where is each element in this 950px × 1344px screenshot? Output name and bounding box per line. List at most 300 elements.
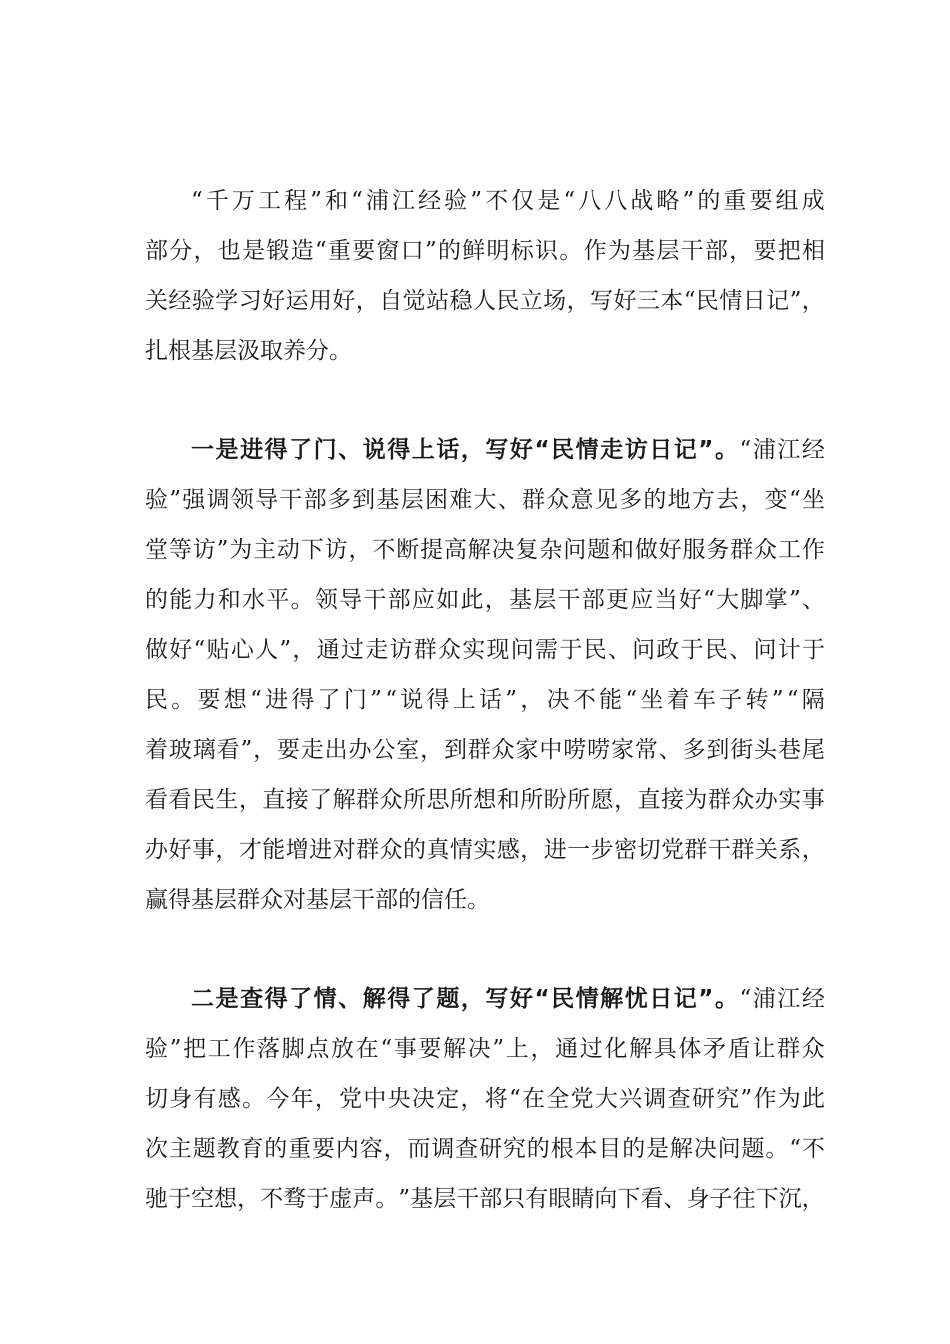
paragraph-2-heading-char: 了 (289, 437, 313, 463)
text-run-char: 。 (171, 687, 195, 713)
text-run-char: ， (566, 288, 590, 314)
text-run-char: 断 (396, 537, 420, 563)
text-run-char: 把 (183, 1036, 207, 1062)
text-run-char: ， (801, 837, 825, 863)
text-run-char: 明 (486, 238, 510, 264)
text-run-char: ， (740, 487, 764, 513)
text-run-char: 坐 (801, 487, 825, 513)
text-run-char: ” (424, 238, 437, 264)
text-run-char: 党 (339, 1086, 363, 1112)
text-run-char: 身 (686, 1186, 710, 1212)
text-run-char: 基 (376, 487, 400, 513)
text-run-char: ， (801, 1186, 825, 1212)
text-run-char: ， (520, 687, 544, 713)
text-run-char: 动 (276, 537, 300, 563)
text-run-char: ” (216, 537, 229, 563)
text-run-char: 好 (168, 837, 192, 863)
text-run-char: “ (739, 986, 752, 1012)
text-run-char: 巷 (777, 737, 801, 763)
text-run-char: ” (169, 1036, 182, 1062)
text-run-char: 。 (290, 587, 314, 613)
text-run-char: 解 (629, 1036, 653, 1062)
text-run-char: 访 (192, 537, 216, 563)
text-run-char: 想 (214, 1186, 238, 1212)
text-run-char: “ (789, 1136, 801, 1162)
text-run-char: 重 (723, 188, 747, 214)
text-run-char: 着 (145, 737, 168, 763)
text-run-char: 难 (449, 487, 473, 513)
paragraph-3-heading-char: 忧 (624, 986, 648, 1012)
text-run-char: “ (786, 687, 799, 713)
text-run-char: 愿 (590, 787, 614, 813)
text-run-char: 得 (291, 687, 315, 713)
text-run-char: 好 (613, 288, 637, 314)
text-run-char: 。 (375, 1186, 399, 1212)
text-run-char: 主 (253, 537, 277, 563)
text-run-char: 见 (594, 487, 618, 513)
justified-text (145, 1134, 825, 1164)
text-run-char: 访 (389, 637, 413, 663)
text-run-char: ， (193, 238, 217, 264)
text-run: 扎根基层汲取养分。 (145, 338, 352, 364)
text-run-char: 如 (436, 587, 460, 613)
paragraph-3-heading-char: 了 (289, 986, 313, 1012)
text-run-char: 部 (303, 487, 327, 513)
text-run-char: 的 (264, 1136, 288, 1162)
text-run-char: 问 (753, 637, 777, 663)
text-run-char: 工 (207, 1036, 231, 1062)
text-run-char: 本 (660, 288, 684, 314)
text-run-char: 决 (693, 1136, 717, 1162)
text-run-char: 把 (777, 238, 801, 264)
text-run-char: 计 (777, 637, 801, 663)
text-run-char: 群 (684, 837, 708, 863)
paragraph-2-heading-char: 情 (575, 437, 599, 463)
text-run-char: 为 (777, 1086, 801, 1112)
text-run-char: ” (788, 587, 801, 613)
paragraph-2-heading-char: 说 (362, 437, 386, 463)
text-run-char: ， (729, 238, 753, 264)
paragraph-2-heading-char: 。 (714, 437, 738, 463)
text-run-char: 接 (660, 787, 684, 813)
text-run-char: 空 (191, 1186, 215, 1212)
text-run-char: 睛 (571, 1186, 595, 1212)
text-run-char: 话 (479, 687, 503, 713)
text-run-char: 全 (546, 1086, 570, 1112)
text-run-char: 的 (643, 487, 667, 513)
text-run-char: 立 (519, 288, 543, 314)
text-run-char: 部 (704, 238, 728, 264)
text-run-char: 在 (522, 1086, 546, 1112)
text-run-char: 掌 (764, 587, 788, 613)
text-run-char: 的 (526, 1136, 550, 1162)
text-run-char: 实 (462, 637, 486, 663)
text-run-char: 过 (579, 1036, 603, 1062)
paragraph-3-heading-char: ， (460, 986, 484, 1012)
text-run-char: 情 (719, 288, 743, 314)
text-run-char: 习 (238, 288, 262, 314)
text-run-char: 层 (400, 487, 424, 513)
text-run-char: 中 (363, 1086, 387, 1112)
text-run-char: 好 (332, 288, 356, 314)
paragraph-2-heading-char: 日 (649, 437, 673, 463)
text-run-char: 基 (410, 1186, 434, 1212)
text-run-char: 问 (632, 637, 656, 663)
text-run-char: 过 (340, 637, 364, 663)
text-run-char: 决 (411, 1086, 435, 1112)
text-run-char: 锻 (266, 238, 290, 264)
text-run-char: 本 (574, 1136, 598, 1162)
paragraph-3-heading-char: 题 (436, 986, 460, 1012)
text-run-char: 骛 (283, 1186, 307, 1212)
text-run-char: 干 (279, 487, 303, 513)
paragraph-2-heading-char: 话 (436, 437, 460, 463)
text-run-char: 人 (255, 637, 279, 663)
text-run-char: 让 (752, 1036, 776, 1062)
text-run-char: 提 (420, 537, 444, 563)
text-run-char: 访 (324, 537, 348, 563)
text-run-char: 江 (777, 437, 801, 463)
text-run-char: 和 (496, 787, 520, 813)
text-run-char: ” (682, 188, 695, 214)
text-run-char: 车 (692, 687, 716, 713)
text-run-char: 基 (508, 587, 532, 613)
text-run-char: 作 (232, 1036, 256, 1062)
justified-text (191, 186, 825, 216)
text-run-char: 好 (169, 637, 193, 663)
paragraph-2-heading-char: “ (534, 437, 550, 463)
paragraph-2-line-7 (145, 735, 825, 765)
text-run-char: 要 (197, 687, 221, 713)
paragraph-3-heading-char: 写 (485, 986, 509, 1012)
text-run-char: 三 (636, 288, 660, 314)
text-run-char: 才 (238, 837, 262, 863)
text-run-char: 鲜 (462, 238, 486, 264)
text-run-char: ” (169, 487, 182, 513)
paragraph-3-heading-char: 解 (362, 986, 386, 1012)
text-run-char: 场 (543, 288, 567, 314)
text-run-char: 具 (653, 1036, 677, 1062)
text-run-char: 变 (764, 487, 788, 513)
text-run-char: ， (355, 288, 379, 314)
text-run-char: 意 (570, 487, 594, 513)
text-run-char: ， (237, 1186, 261, 1212)
text-run-char: 在 (355, 1036, 379, 1062)
text-run-char: 育 (240, 1136, 264, 1162)
text-run-char: 是 (646, 1136, 670, 1162)
text-run-char: ， (348, 537, 372, 563)
text-run-char: 向 (594, 1186, 618, 1212)
text-run-char: 八 (578, 188, 602, 214)
text-run-char: ， (314, 1086, 338, 1112)
text-run-char: 方 (691, 487, 715, 513)
text-run-char: 调 (206, 487, 230, 513)
text-run-char: 多 (682, 737, 706, 763)
paragraph-2-line-1 (191, 435, 825, 465)
text-run-char: 了 (309, 787, 333, 813)
justified-text (145, 585, 825, 615)
justified-text (145, 635, 825, 665)
text-run-char: 点 (306, 1036, 330, 1062)
text-run-char: 相 (801, 238, 825, 264)
justified-text (145, 1034, 825, 1064)
paragraph-2-heading-char: 民 (551, 437, 575, 463)
text-run-char: 去 (716, 487, 740, 513)
text-run-char: 有 (525, 1186, 549, 1212)
text-run-char: ” (505, 687, 518, 713)
text-run-char: 是 (537, 188, 561, 214)
text-run-char: 主 (168, 1136, 192, 1162)
text-run-char: 头 (754, 737, 778, 763)
text-run-char: 要 (312, 1136, 336, 1162)
paragraph-2-line-5 (145, 635, 825, 665)
text-run-char: 党 (570, 1086, 594, 1112)
text-run-char: ” (398, 1186, 411, 1212)
text-run-char: 群 (777, 1036, 801, 1062)
text-run-char: 记 (766, 288, 790, 314)
text-run-char: 干 (557, 587, 581, 613)
paragraph-3-heading-char: 日 (649, 986, 673, 1012)
text-run-char: 、 (729, 637, 753, 663)
text-run-char: 于 (801, 637, 825, 663)
text-run: 赢得基层群众对基层干部的信任。 (145, 887, 490, 913)
text-run-char: 为 (684, 787, 708, 813)
text-run-char: 想 (473, 787, 497, 813)
text-run-char: 所 (567, 787, 591, 813)
text-run-char: “ (563, 188, 576, 214)
text-run-char: 贴 (206, 637, 230, 663)
text-run-char: 解 (467, 537, 491, 563)
text-run-char: 、 (607, 637, 631, 663)
text-run-char: 标 (510, 238, 534, 264)
text-run-char: “ (380, 1036, 393, 1062)
paragraph-3-heading-char: 、 (338, 986, 362, 1012)
text-run-char: 子 (709, 1186, 733, 1212)
text-run-char: 增 (285, 837, 309, 863)
text-run-char: 群 (730, 537, 754, 563)
text-run-char: 驰 (145, 1186, 168, 1212)
text-run-char: 定 (436, 1086, 460, 1112)
text-run-char: 次 (145, 1136, 168, 1162)
text-run-char: 转 (745, 687, 769, 713)
text-run-char: 验 (444, 188, 468, 214)
text-run-char: 学 (215, 288, 239, 314)
text-run-char: 党 (660, 837, 684, 863)
text-run-char: 好 (262, 288, 286, 314)
text-run-char: “ (703, 587, 715, 613)
text-run-char: 程 (284, 188, 308, 214)
text-run-char: 对 (332, 837, 356, 863)
paragraph-1-line-1 (191, 186, 825, 216)
text-run-char: 街 (730, 737, 754, 763)
text-run-char: 要 (753, 238, 777, 264)
text-run-char: 只 (502, 1186, 526, 1212)
text-run-char: 大 (473, 487, 497, 513)
text-run-char: 问 (563, 537, 587, 563)
text-run-char: 所 (520, 787, 544, 813)
text-run-char: 题 (741, 1136, 765, 1162)
text-run-char: 好 (658, 537, 682, 563)
text-run-char: 是 (242, 238, 266, 264)
text-run-char: 服 (682, 537, 706, 563)
text-run-char: 题 (192, 1136, 216, 1162)
text-run-char: 落 (257, 1036, 281, 1062)
text-run-char: 得 (426, 687, 450, 713)
text-run-char: 想 (223, 687, 247, 713)
text-run-char: 决 (467, 1036, 491, 1062)
paragraph-3-heading-char: 了 (411, 986, 435, 1012)
text-run-char: 重 (288, 1136, 312, 1162)
text-run-char: 大 (716, 587, 740, 613)
justified-text (145, 236, 825, 266)
text-run-char: 层 (433, 1186, 457, 1212)
paragraph-3-line-2 (145, 1034, 825, 1064)
text-run-char: 看 (145, 787, 168, 813)
text-run-char: 研 (479, 1136, 503, 1162)
text-run-char: 调 (431, 1136, 455, 1162)
text-run-char: 通 (316, 637, 340, 663)
text-run-char: ， (292, 637, 316, 663)
paragraph-2-line-8 (145, 785, 825, 815)
text-run-char: 不 (485, 188, 509, 214)
text-run-char: 实 (778, 787, 802, 813)
text-run-char: 思 (426, 787, 450, 813)
text-run-char: 万 (231, 188, 255, 214)
text-run-char: 等 (168, 537, 192, 563)
text-run-char: 觉 (402, 288, 426, 314)
justified-text (191, 984, 825, 1014)
text-run-char: 众 (437, 637, 461, 663)
paragraph-2-heading-char: 写 (485, 437, 509, 463)
text-run-char: 究 (502, 1136, 526, 1162)
text-run-char: 、 (497, 487, 521, 513)
paragraph-3-line-4 (145, 1134, 825, 1164)
text-run-char: 内 (335, 1136, 359, 1162)
text-run-char: 直 (262, 787, 286, 813)
paragraph-2-heading-char: 上 (411, 437, 435, 463)
paragraph-3-line-3 (145, 1084, 825, 1114)
text-run-char: 干 (363, 587, 387, 613)
paragraph-2-heading-char: 得 (387, 437, 411, 463)
text-run-char: 实 (473, 837, 497, 863)
text-run-char: 层 (656, 238, 680, 264)
text-run-char: 到 (706, 737, 730, 763)
paragraph-3-heading-char: 记 (673, 986, 697, 1012)
text-run-char: 做 (634, 537, 658, 563)
paragraph-2-heading-char: 记 (673, 437, 697, 463)
text-run-char: 上 (452, 687, 476, 713)
text-run-char: 下 (755, 1186, 779, 1212)
paragraph-3-heading-char: 情 (313, 986, 337, 1012)
text-run-char: 通 (555, 1036, 579, 1062)
justified-text (145, 535, 825, 565)
text-run-char: 自 (379, 288, 403, 314)
text-run-char: 江 (777, 986, 801, 1012)
text-run-char: ， (383, 1136, 407, 1162)
text-run-char: 窗 (376, 238, 400, 264)
text-run-char: 民 (496, 288, 520, 314)
text-run-char: 为 (229, 537, 253, 563)
text-run-char: 进 (265, 687, 289, 713)
paragraph-3-line-5 (145, 1184, 825, 1214)
text-run-char: 家 (515, 737, 539, 763)
justified-text (145, 735, 825, 765)
text-run-char: 仅 (511, 188, 535, 214)
paragraph-2-line-10 (145, 885, 825, 915)
paragraph-2-heading-char: 好 (509, 437, 533, 463)
justified-text (145, 485, 825, 515)
text-run-char: 导 (339, 587, 363, 613)
paragraph-2-line-6 (145, 685, 825, 715)
text-run-char: 运 (285, 288, 309, 314)
text-run-char: 领 (314, 587, 338, 613)
text-run-char: 作 (583, 238, 607, 264)
text-run-char: 盾 (727, 1036, 751, 1062)
text-run-char: 央 (387, 1086, 411, 1112)
text-run-char: ， (484, 587, 508, 613)
text-run-char: 上 (505, 1036, 529, 1062)
text-run-char: 政 (656, 637, 680, 663)
text-run-char: 唠 (587, 737, 611, 763)
text-run-char: 当 (654, 587, 678, 613)
paragraph-2-heading-char: 是 (215, 437, 239, 463)
text-run-char: 事 (801, 787, 825, 813)
text-run-char: 部 (581, 587, 605, 613)
text-run-char: 验 (145, 1036, 168, 1062)
justified-text (145, 1084, 825, 1114)
text-run-char: 工 (258, 188, 281, 214)
text-run-char: 现 (486, 637, 510, 663)
text-run-char: 中 (539, 737, 563, 763)
text-run-char: 虚 (329, 1186, 353, 1212)
text-run-char: ” (771, 687, 784, 713)
justified-text (145, 1184, 825, 1214)
text-run-char: 问 (510, 637, 534, 663)
paragraph-3-heading-char: 。 (714, 986, 738, 1012)
text-run-char: 务 (706, 537, 730, 563)
text-run-char: 导 (255, 487, 279, 513)
text-run-char: 玻 (168, 737, 192, 763)
text-run-char: 、 (658, 737, 682, 763)
text-run-char: 家 (610, 737, 634, 763)
text-run-char: 此 (460, 587, 484, 613)
text-run-char: 看 (640, 1186, 664, 1212)
text-run-char: 部 (387, 587, 411, 613)
text-run-char: 略 (656, 188, 680, 214)
text-run-char: 困 (424, 487, 448, 513)
text-run-char: 看 (216, 737, 240, 763)
text-run-char: 做 (145, 637, 168, 663)
text-run-char: 人 (472, 288, 496, 314)
text-run-char: ” (279, 637, 292, 663)
text-run-char: 调 (643, 1086, 667, 1112)
text-run-char: 此 (801, 1086, 825, 1112)
text-run-char: 唠 (563, 737, 587, 763)
text-run-char: 民 (191, 787, 215, 813)
paragraph-2-heading-char: 访 (624, 437, 648, 463)
text-run-char: 造 (290, 238, 314, 264)
text-run-char: 日 (742, 288, 766, 314)
text-run-char: “ (625, 687, 638, 713)
paragraph-2-heading-char: 门 (313, 437, 337, 463)
text-run-char: 千 (205, 188, 229, 214)
text-run-char: 部 (479, 1186, 503, 1212)
text-run-char: 干 (456, 1186, 480, 1212)
text-run-char: 查 (455, 1136, 479, 1162)
paragraph-3-heading-char: 得 (264, 986, 288, 1012)
text-run-char: 办 (348, 737, 372, 763)
text-run-char: ， (215, 837, 239, 863)
